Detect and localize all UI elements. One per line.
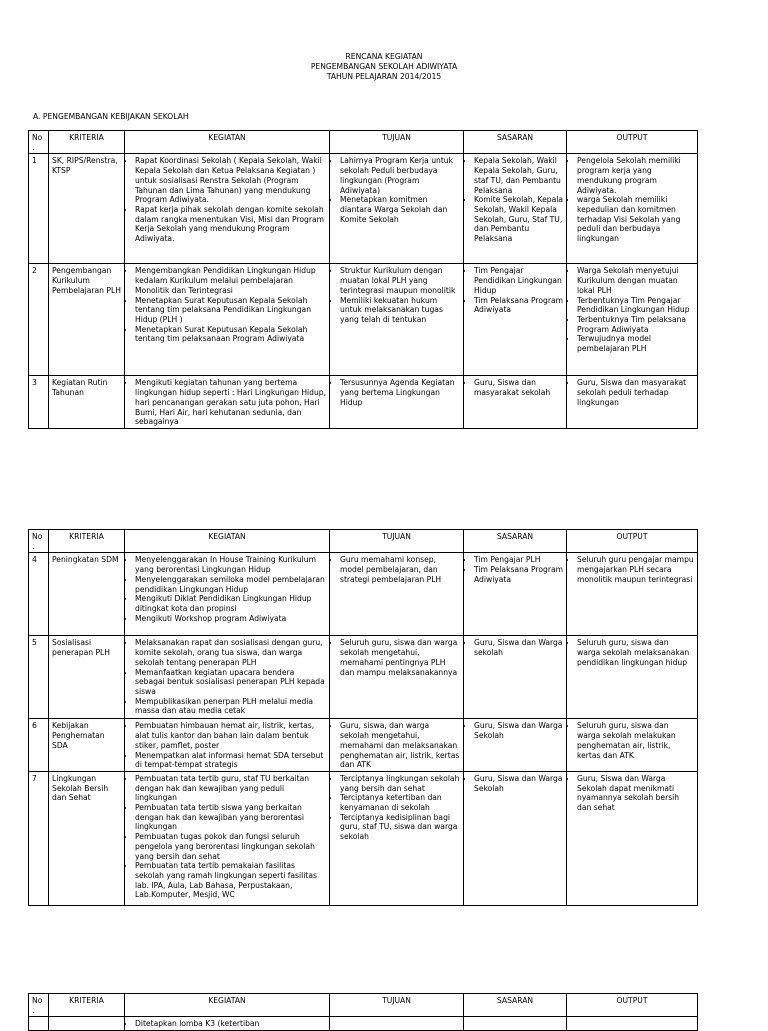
cell-kriteria: Kegiatan Rutin Tahunan: [49, 376, 125, 429]
header-output: OUTPUT: [567, 131, 698, 154]
list-item: • Menetapkan Surat Keputusan Kepala Sekolah tentang tim pelaksanaan Program Adiwiyata: [135, 325, 326, 344]
header-kriteria: KRITERIA: [49, 131, 125, 154]
list-item: • Mengikuti kegiatan tahunan yang bertema lingkungan hidup seperti : Hari Lingkungan Hidup, hari pencanangan gerakan satu juta pohon, Hari Bumi, Hari Air, hari kehutanan sedunia, dan sebagainya: [135, 378, 326, 427]
cell-kegiatan: [125, 154, 330, 264]
cell-tujuan: [330, 719, 464, 772]
activity-table-3: [28, 993, 698, 1031]
title-line-3: TAHUN PELAJARAN 2014/2015: [326, 72, 442, 81]
list-item: • Seluruh guru, siswa dan warga sekolah melaksanakan pendidikan lingkungan hidup: [577, 638, 694, 667]
list-item: • Rapat Koordinasi Sekolah ( Kepala Sekolah, Wakil Kepala Sekolah dan Ketua Pelaksana Kegiatan ) untuk sosialisasi Renstra Sekolah (Program Tahunan dan Lima Tahunan) yang mendukung Program Adiwiyata.: [135, 156, 326, 205]
section-heading: A. PENGEMBANGAN KEBIJAKAN SEKOLAH: [33, 112, 189, 121]
cell-no: 2: [29, 264, 49, 376]
list-item: • Terciptanya kedisiplinan bagi guru, staf TU, siswa dan warga sekolah: [340, 813, 460, 842]
cell-kegiatan: [125, 771, 330, 905]
cell-output: [567, 154, 698, 264]
list-item: • Menetapkan komitmen diantara Warga Sekolah dan Komite Sekolah: [340, 195, 460, 224]
table-row: [29, 553, 698, 636]
list-item: • Guru, Siswa dan Warga Sekolah dapat menikmati nyamannya sekolah bersih dan sehat: [577, 774, 694, 813]
list-item: • Ditetapkan lomba K3 (ketertiban: [135, 1019, 326, 1029]
cell-no: 5: [29, 636, 49, 719]
cell-sasaran: [464, 553, 567, 636]
table-header-row: [29, 994, 698, 1017]
cell-sasaran: [464, 719, 567, 772]
list-item: • Guru, Siswa dan masyarakat sekolah: [474, 378, 563, 397]
list-item: • Struktur Kurikulum dengan muatan lokal PLH yang terintegrasi maupun monolitik: [340, 266, 460, 295]
list-item: • Terbentuknya Tim pelaksana Program Adiwiyata: [577, 315, 694, 334]
header-tujuan: TUJUAN: [330, 994, 464, 1017]
list-item: • Tim Pengajar Pendidikan Lingkungan Hidup: [474, 266, 563, 295]
cell-tujuan: [330, 636, 464, 719]
list-item: • Tersusunnya Agenda Kegiatan yang bertema Lingkungan Hidup: [340, 378, 460, 407]
cell-output: [567, 771, 698, 905]
title-line-2: PENGEMBANGAN SEKOLAH ADIWIYATA: [310, 62, 458, 71]
cell-tujuan: [330, 154, 464, 264]
header-sasaran: SASARAN: [464, 994, 567, 1017]
cell-output: [567, 553, 698, 636]
list-item: • Komite Sekolah, Kepala Sekolah, Wakil Kepala Sekolah, Guru, Staf TU, dan Pembantu Pelaksana: [474, 195, 563, 244]
list-item: • Seluruh guru, siswa dan warga sekolah mengetahui, memahami pentingnya PLH dan mampu melaksanakannya: [340, 638, 460, 677]
list-item: • Mempublikasikan penerpan PLH melalui media massa dan atau media cetak: [135, 697, 326, 716]
list-item: • Guru memahami konsep, model pembelajaran, dan strategi pembelajaran PLH: [340, 555, 460, 584]
document-title: [0, 52, 768, 82]
cell-kegiatan: [125, 553, 330, 636]
table-row: [29, 771, 698, 905]
cell-kegiatan: [125, 719, 330, 772]
cell-no: 3: [29, 376, 49, 429]
list-item: • Menyelenggarakan semiloka model pembelajaran pendidikan Lingkungan Hidup: [135, 575, 326, 594]
list-item: • Terciptanya ketertiban dan kenyamanan di sekolah: [340, 793, 460, 812]
cell-kriteria: Kebijakan Penghematan SDA: [49, 719, 125, 772]
list-item: • Seluruh guru, siswa dan warga sekolah melakukan penghematan air, listrik, kertas dan ATK: [577, 721, 694, 760]
list-item: • Memiliki kekuatan hukum untuk melaksanakan tugas yang telah di tentukan: [340, 296, 460, 325]
list-item: • Mengikuti Diklat Pendidikan Lingkungan Hidup ditingkat kota dan propinsi: [135, 594, 326, 613]
activity-table-2: [28, 529, 698, 906]
cell-sasaran: [464, 264, 567, 376]
list-item: • Memanfaatkan kegiatan upacara bendera sebagai bentuk sosialisasi penerapan PLH kepada siswa: [135, 668, 326, 697]
activity-table-1: [28, 130, 698, 429]
list-item: • Pembuatan tata tertib siswa yang berkaitan dengan hak dan kewajiban yang berorentasi lingkungan: [135, 803, 326, 832]
cell-output: [567, 376, 698, 429]
list-item: • Pembuatan tata tertib pemakaian fasilitas sekolah yang ramah lingkungan seperti fasilitas lab. IPA, Aula, Lab Bahasa, Perpustakaan, Lab.Komputer, Mesjid, WC: [135, 861, 326, 900]
cell-sasaran: [464, 771, 567, 905]
cell-kriteria: Peningkatan SDM: [49, 553, 125, 636]
title-line-1: RENCANA KEGIATAN: [345, 52, 423, 61]
list-item: • Pembuatan himbauan hemat air, listrik, kertas, alat tulis kantor dan bahan lain dalam bentuk stiker, pamflet, poster: [135, 721, 326, 750]
cell-no: 6: [29, 719, 49, 772]
list-item: • Seluruh guru pengajar mampu mengajarkan PLH secara monolitik maupun terintegrasi: [577, 555, 694, 584]
cell-sasaran: [464, 376, 567, 429]
cell-output: [567, 719, 698, 772]
cell-no: 4: [29, 553, 49, 636]
list-item: • Terbentuknya Tim Pengajar Pendidikan Lingkungan Hidup: [577, 296, 694, 315]
list-item: • Rapat kerja pihak sekolah dengan komite sekolah dalam rangka menentukan Visi, Misi dan Program Kerja Sekolah yang mendukung Program Adiwiyata.: [135, 205, 326, 244]
cell-kegiatan: [125, 376, 330, 429]
cell-tujuan: [330, 264, 464, 376]
table-row: [29, 719, 698, 772]
cell-tujuan: [330, 771, 464, 905]
cell-sasaran: [464, 154, 567, 264]
table-header-row: [29, 530, 698, 553]
list-item: • Melaksanakan rapat dan sosialisasi dengan guru, komite sekolah, orang tua siswa, dan warga sekolah tentang penerapan PLH: [135, 638, 326, 667]
header-kriteria: KRITERIA: [49, 994, 125, 1017]
list-item: • warga Sekolah memiliki kepedulian dan komitmen terhadap Visi Sekolah yang peduli dan berbudaya lingkungan: [577, 195, 694, 244]
list-item: • Warga Sekolah menyetujui Kurikulum dengan muatan lokal PLH: [577, 266, 694, 295]
list-item: • Lahirnya Program Kerja untuk sekolah Peduli berbudaya lingkungan (Program Adiwiyata): [340, 156, 460, 195]
table-row: [29, 376, 698, 429]
list-item: • Tim Pengajar PLH: [474, 555, 563, 565]
cell-kriteria: Sosialisasi penerapan PLH: [49, 636, 125, 719]
list-item: • Guru, Siswa dan Warga sekolah: [474, 638, 563, 657]
cell-kegiatan: [125, 636, 330, 719]
list-item: • Guru, Siswa dan Warga Sekolah: [474, 774, 563, 793]
header-kegiatan: KEGIATAN: [125, 994, 330, 1017]
table-row: [29, 264, 698, 376]
list-item: • Tim Pelaksana Program Adiwiyata: [474, 565, 563, 584]
cell-kegiatan: [125, 264, 330, 376]
cell-output: [567, 636, 698, 719]
cell-sasaran: [464, 636, 567, 719]
cell-kriteria: Pengembangan Kurikulum Pembelajaran PLH: [49, 264, 125, 376]
header-no: No .: [29, 994, 49, 1017]
table-header-row: [29, 131, 698, 154]
header-tujuan: TUJUAN: [330, 131, 464, 154]
header-output: OUTPUT: [567, 530, 698, 553]
table-row: [29, 154, 698, 264]
header-tujuan: TUJUAN: [330, 530, 464, 553]
header-kegiatan: KEGIATAN: [125, 131, 330, 154]
header-kegiatan: KEGIATAN: [125, 530, 330, 553]
list-item: • Pembuatan tugas pokok dan fungsi seluruh pengelola yang berorentasi lingkungan sekolah yang bersih dan sehat: [135, 832, 326, 861]
list-item: • Terciptanya lingkungan sekolah yang bersih dan sehat: [340, 774, 460, 793]
header-sasaran: SASARAN: [464, 131, 567, 154]
list-item: • Tim Pelaksana Program Adiwiyata: [474, 296, 563, 315]
list-item: • Guru, siswa, dan warga sekolah mengetahui, memahami dan melaksanakan penghematan air, listrik, kertas dan ATK: [340, 721, 460, 770]
header-sasaran: SASARAN: [464, 530, 567, 553]
header-kriteria: KRITERIA: [49, 530, 125, 553]
header-no: No .: [29, 530, 49, 553]
header-no: No .: [29, 131, 49, 154]
header-output: OUTPUT: [567, 994, 698, 1017]
cell-tujuan: [330, 376, 464, 429]
cell-kriteria: Lingkungan Sekolah Bersih dan Sehat: [49, 771, 125, 905]
list-item: • Kepala Sekolah, Wakil Kepala Sekolah, Guru, staf TU, dan Pembantu Pelaksana: [474, 156, 563, 195]
list-item: • Terwujudnya model pembelajaran PLH: [577, 334, 694, 353]
list-item: • Guru, Siswa dan Warga Sekolah: [474, 721, 563, 740]
cell-no: 1: [29, 154, 49, 264]
cell-kriteria: SK, RIPS/Renstra, KTSP: [49, 154, 125, 264]
list-item: • Menetapkan Surat Keputusan Kepala Sekolah tentang tim pelaksana Pendidikan Lingkungan Hidup (PLH ): [135, 296, 326, 325]
cell-no: 7: [29, 771, 49, 905]
cell-tujuan: [330, 553, 464, 636]
list-item: • Pembuatan tata tertib guru, staf TU berkaitan dengan hak dan kewajiban yang peduli lingkungan: [135, 774, 326, 803]
list-item: • Menyelenggarakan In House Training Kurikulum yang berorentasi Lingkungan Hidup: [135, 555, 326, 574]
list-item: • Pengelola Sekolah memiliki program kerja yang mendukung program Adiwiyata.: [577, 156, 694, 195]
list-item: • Mengikuti Workshop program Adiwiyata: [135, 614, 326, 624]
list-item: • Guru, Siswa dan masyarakat sekolah peduli terhadap lingkungan: [577, 378, 694, 407]
list-item: • Mengembangkan Pendidikan Lingkungan Hidup kedalam Kurikulum melalui pembelajaran Monolitik dan Terintegrasi: [135, 266, 326, 295]
cell-output: [567, 264, 698, 376]
list-item: • Menempatkan alat informasi hemat SDA tersebut di tempat-tempat strategis: [135, 751, 326, 770]
table-row: [29, 636, 698, 719]
